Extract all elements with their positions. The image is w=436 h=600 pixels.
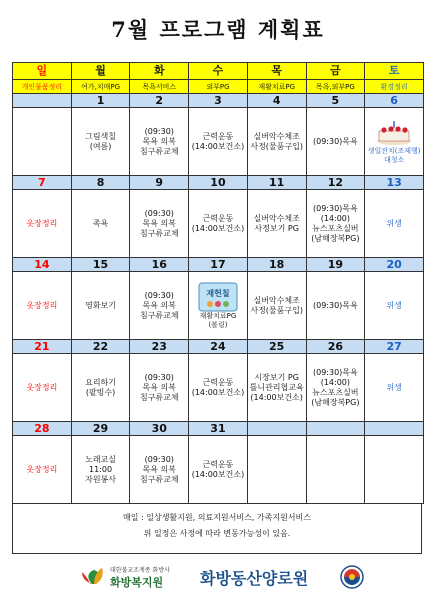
schedule-cell-wednesday [189,272,248,340]
date-friday: 5 [306,94,365,108]
schedule-cell-saturday [365,436,424,504]
schedule-text: 근력운동 (14:00보건소) [191,213,245,233]
schedule-cell-tuesday [130,272,189,340]
schedule-cell-wednesday [189,190,248,258]
program-friday: 목욕,외부PG [306,80,365,94]
schedule-text: 옷장정리 [26,464,58,474]
date-row [13,94,424,108]
schedule-cell-sunday [13,436,72,504]
day-sunday: 일 [13,63,72,80]
date-thursday [247,422,306,436]
schedule-row [13,354,424,422]
date-row [13,422,424,436]
notes-box [12,504,422,554]
footer-small-line: 대한불교조계종 화방사 [110,567,170,574]
date-tuesday: 2 [130,94,189,108]
date-row [13,258,424,272]
schedule-text: 위생 [386,300,402,310]
schedule-text: 노래교실 11:00 자원봉사 [85,454,117,484]
schedule-cell-thursday [247,354,306,422]
day-monday: 월 [71,63,130,80]
date-saturday: 27 [365,340,424,354]
schedule-text: 실버악수체조 사정보기 PG [253,213,300,233]
schedule-text: 옷장정리 [26,382,58,392]
date-sunday [13,94,72,108]
schedule-text: 실버악수체조 사정(물품구입) [250,131,303,151]
date-thursday: 25 [247,340,306,354]
date-sunday: 14 [13,258,72,272]
schedule-text: 그림색칠 (여름) [85,131,117,151]
schedule-text: 위생 [386,218,402,228]
date-row [13,176,424,190]
day-thursday: 목 [247,63,306,80]
date-wednesday: 3 [189,94,248,108]
schedule-cell-tuesday [130,354,189,422]
schedule-cell-wednesday [189,108,248,176]
schedule-cell-friday [306,108,365,176]
schedule-text: 근력운동 (14:00보건소) [191,377,245,397]
date-friday: 12 [306,176,365,190]
program-tuesday: 목욕서비스 [130,80,189,94]
day-saturday: 토 [365,63,424,80]
schedule-table [12,62,424,504]
program-sunday: 개인물품정리 [13,80,72,94]
schedule-cell-monday [71,190,130,258]
schedule-text: (09:30)목욕 (14:00) 뉴스포츠실버 (남해장복PG) [311,367,360,407]
schedule-cell-monday [71,272,130,340]
lotus-icon [82,568,103,584]
schedule-cell-thursday [247,436,306,504]
schedule-text: (09:30)목욕 [312,136,358,146]
schedule-text: (09:30) 목욕 의복 침구류교체 [139,372,179,402]
schedule-cell-friday [306,354,365,422]
schedule-text: 위생 [386,382,402,392]
program-thursday: 재활치료PG [247,80,306,94]
bowling-badge-icon [189,282,247,312]
schedule-text: (09:30)목욕 [312,300,358,310]
date-monday: 29 [71,422,130,436]
schedule-text: 재활치료PG (볼링) [199,311,237,329]
schedule-text: 옷장정리 [26,300,58,310]
footer-logo [80,562,370,592]
schedule-cell-monday [71,436,130,504]
program-saturday: 환경정리 [365,80,424,94]
date-friday [306,422,365,436]
schedule-cell-friday [306,436,365,504]
program-monday: 여가,치매PG [71,80,130,94]
date-thursday: 11 [247,176,306,190]
date-saturday: 6 [365,94,424,108]
date-monday: 1 [71,94,130,108]
schedule-text: (09:30) 목욕 의복 침구류교체 [139,126,179,156]
date-monday: 22 [71,340,130,354]
birthday-cake-icon [365,119,423,147]
date-saturday: 20 [365,258,424,272]
schedule-cell-thursday [247,272,306,340]
schedule-cell-wednesday [189,436,248,504]
date-saturday [365,422,424,436]
schedule-text: 실버악수체조 사정(물품구입) [250,295,303,315]
page-title: 7월 프로그램 계획표 [111,17,325,42]
schedule-cell-saturday [365,108,424,176]
schedule-text: 영화보기 [85,300,117,310]
date-wednesday: 10 [189,176,248,190]
date-tuesday: 30 [130,422,189,436]
schedule-cell-sunday [13,108,72,176]
footer-graphic [80,562,370,592]
day-friday: 금 [306,63,365,80]
schedule-row [13,272,424,340]
schedule-text: (09:30) 목욕 의복 침구류교체 [139,290,179,320]
date-saturday: 13 [365,176,424,190]
date-wednesday: 17 [189,258,248,272]
date-wednesday: 24 [189,340,248,354]
schedule-row [13,108,424,176]
program-wednesday: 외부PG [189,80,248,94]
day-tuesday: 화 [130,63,189,80]
date-wednesday: 31 [189,422,248,436]
schedule-text: 요리하기 (팥빙수) [85,377,117,397]
schedule-cell-thursday [247,108,306,176]
date-row [13,340,424,354]
date-monday: 8 [71,176,130,190]
schedule-cell-sunday [13,354,72,422]
badge-text: 재헌칠 [206,288,230,298]
date-thursday: 4 [247,94,306,108]
date-sunday: 28 [13,422,72,436]
schedule-cell-wednesday [189,354,248,422]
schedule-text: (09:30) 목욕 의복 침구류교체 [139,454,179,484]
date-sunday: 21 [13,340,72,354]
schedule-text: 시장보기 PG 틀니관리협교육 (14:00보건소) [249,372,304,402]
program-row [13,80,424,94]
date-tuesday: 23 [130,340,189,354]
date-tuesday: 9 [130,176,189,190]
schedule-cell-saturday [365,272,424,340]
schedule-cell-tuesday [130,190,189,258]
schedule-cell-tuesday [130,436,189,504]
schedule-row [13,436,424,504]
footer-org-name: 화방복지원 [110,576,164,589]
schedule-text: (09:30) 목욕 의복 침구류교체 [139,208,179,238]
emblem-icon [341,566,363,588]
schedule-text: 근력운동 (14:00보건소) [191,459,245,479]
date-tuesday: 16 [130,258,189,272]
date-thursday: 18 [247,258,306,272]
schedule-cell-saturday [365,354,424,422]
schedule-text: 생일잔치(조제행) 대청소 [367,146,421,164]
date-monday: 15 [71,258,130,272]
date-friday: 19 [306,258,365,272]
schedule-cell-monday [71,108,130,176]
day-wednesday: 수 [189,63,248,80]
schedule-text: (09:30)목욕 (14:00) 뉴스포츠실버 (남해장복PG) [311,203,360,243]
schedule-text: 옷장정리 [26,218,58,228]
schedule-row [13,190,424,258]
schedule-text: 근력운동 (14:00보건소) [191,131,245,151]
schedule-cell-thursday [247,190,306,258]
date-sunday: 7 [13,176,72,190]
schedule-cell-friday [306,272,365,340]
notes-line-1: 매일 : 일상생활지원, 의료지원서비스, 가족지원서비스 [123,513,311,522]
schedule-cell-sunday [13,272,72,340]
date-friday: 26 [306,340,365,354]
day-header-row [13,63,424,80]
schedule-cell-sunday [13,190,72,258]
schedule-cell-friday [306,190,365,258]
schedule-cell-tuesday [130,108,189,176]
schedule-text: 족욕 [92,218,109,228]
footer-main-name: 화방동산양로원 [200,569,309,588]
notes-line-2: 위 일정은 사정에 따라 변동가능성이 있음. [143,529,291,538]
schedule-cell-saturday [365,190,424,258]
schedule-cell-monday [71,354,130,422]
